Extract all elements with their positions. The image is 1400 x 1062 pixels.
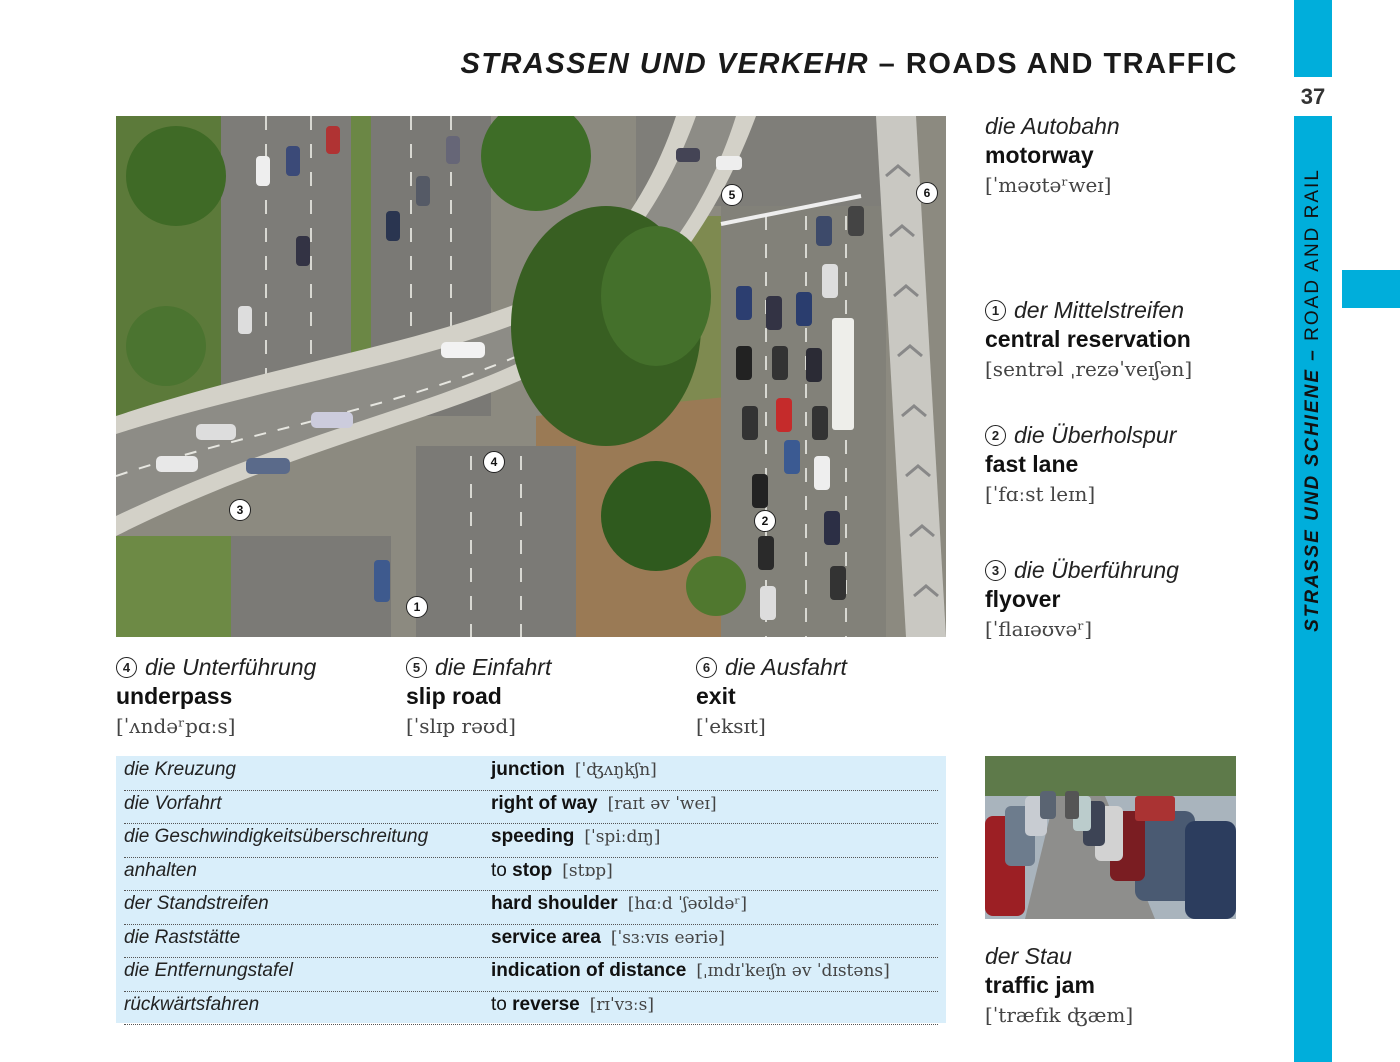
entry-german: die Einfahrt (435, 654, 552, 680)
entry-german: der Stau (985, 943, 1072, 969)
page-title (460, 48, 1238, 81)
entry-pronunciation: [ˈslɪp rəʊd] (406, 714, 516, 738)
number-badge: 3 (985, 560, 1006, 581)
marker-2: 2 (754, 510, 776, 532)
vocab-row (124, 857, 938, 892)
entry-pronunciation: [ˈməʊtəʳweɪ] (985, 173, 1112, 197)
title-german: STRASSEN UND VERKEHR (460, 48, 870, 80)
marker-3: 3 (229, 499, 251, 521)
vocab-row (124, 823, 938, 858)
entry-english: traffic jam (985, 972, 1095, 998)
vocab-pronunciation: [stɒp] (562, 860, 613, 881)
vocab-german: anhalten (124, 859, 197, 881)
vocab-german: die Raststätte (124, 926, 241, 948)
traffic-jam-photo (985, 756, 1236, 919)
entry-pronunciation: [ˈtræfɪk ʤæm] (985, 1003, 1134, 1027)
vocab-english: indication of distance (491, 960, 687, 981)
chapter-tab-marker (1342, 270, 1400, 308)
page-number: 37 (1300, 84, 1326, 109)
entry-english: central reservation (985, 326, 1191, 352)
vocab-english: speeding (491, 826, 575, 847)
vocab-german: die Kreuzung (124, 759, 236, 780)
entry-mittelstreifen (985, 297, 1192, 381)
section-label-german: STRASSE UND SCHIENE (1302, 367, 1323, 632)
vocab-row (124, 991, 938, 1026)
entry-english: fast lane (985, 451, 1079, 477)
entry-german: die Überführung (1014, 557, 1179, 583)
section-label-english: ROAD AND RAIL (1302, 168, 1323, 341)
number-badge: 4 (116, 657, 137, 678)
vocab-pronunciation: [rɪˈvɜːs] (589, 994, 654, 1015)
vocab-row (124, 957, 938, 992)
vocab-german: rückwärtsfahren (124, 993, 260, 1015)
vocab-english: right of way (491, 792, 598, 814)
vocab-row (124, 890, 938, 925)
vocab-german: die Entfernungstafel (124, 960, 294, 981)
vocab-pronunciation: [raɪt əv ˈweɪ] (607, 793, 717, 814)
entry-german: der Mittelstreifen (1014, 297, 1185, 323)
vocab-english: stop (512, 859, 553, 881)
entry-german: die Ausfahrt (725, 654, 847, 680)
title-separator: – (869, 48, 906, 80)
entry-autobahn (985, 113, 1120, 197)
number-badge: 5 (406, 657, 427, 678)
vocabulary-table (116, 756, 946, 1023)
entry-german: die Überholspur (1014, 422, 1177, 448)
vocab-german: die Vorfahrt (124, 792, 222, 814)
number-badge: 6 (696, 657, 717, 678)
entry-english: motorway (985, 142, 1094, 168)
entry-unterfuehrung (116, 654, 316, 738)
entry-ausfahrt (696, 654, 847, 738)
entry-ueberfuehrung (985, 557, 1179, 641)
entry-einfahrt (406, 654, 551, 738)
entry-pronunciation: [ˈflaɪəʊvəʳ] (985, 617, 1093, 641)
vocab-row (124, 924, 938, 959)
number-badge: 1 (985, 300, 1006, 321)
entry-pronunciation: [sentrəl ˌrezəˈveɪʃən] (985, 357, 1193, 381)
marker-5: 5 (721, 184, 743, 206)
vocab-german: der Standstreifen (124, 893, 269, 914)
vocab-english: service area (491, 926, 601, 948)
vocab-pronunciation: [ˌɪndɪˈkeɪʃn əv ˈdɪstəns] (696, 961, 890, 981)
section-label (1302, 168, 1324, 632)
entry-english: flyover (985, 586, 1061, 612)
vocab-row (124, 756, 938, 791)
highway-aerial-photo (116, 116, 946, 637)
marker-6: 6 (916, 182, 938, 204)
marker-4: 4 (483, 451, 505, 473)
entry-german: die Unterführung (145, 654, 317, 680)
entry-pronunciation: [ˈfɑːst leɪn] (985, 482, 1096, 506)
entry-german: die Autobahn (985, 113, 1120, 139)
vocab-english: reverse (512, 993, 580, 1015)
vocab-english: hard shoulder (491, 893, 618, 914)
vocab-prefix: to (491, 859, 513, 881)
entry-pronunciation: [ˈʌndəʳpɑːs] (116, 714, 236, 738)
vocab-prefix: to (491, 993, 513, 1015)
entry-english: slip road (406, 683, 502, 709)
vocab-german: die Geschwindigkeitsüberschreitung (124, 826, 429, 847)
entry-ueberholspur (985, 422, 1176, 506)
marker-1: 1 (406, 596, 428, 618)
vocab-pronunciation: [ˈʤʌŋkʃn] (574, 760, 657, 780)
vocab-pronunciation: [ˈspiːdɪŋ] (584, 827, 661, 847)
entry-pronunciation: [ˈeksɪt] (696, 714, 766, 738)
vocab-pronunciation: [ˈsɜːvɪs eəriə] (610, 927, 725, 948)
vocab-pronunciation: [hɑːd ˈʃəʊldəʳ] (627, 894, 747, 914)
entry-english: exit (696, 683, 736, 709)
entry-stau (985, 943, 1133, 1027)
side-tab-top (1294, 0, 1332, 77)
section-label-separator: – (1302, 340, 1323, 368)
number-badge: 2 (985, 425, 1006, 446)
vocab-english: junction (491, 759, 565, 780)
vocab-row (124, 790, 938, 825)
title-english: ROADS AND TRAFFIC (905, 48, 1238, 80)
entry-english: underpass (116, 683, 233, 709)
